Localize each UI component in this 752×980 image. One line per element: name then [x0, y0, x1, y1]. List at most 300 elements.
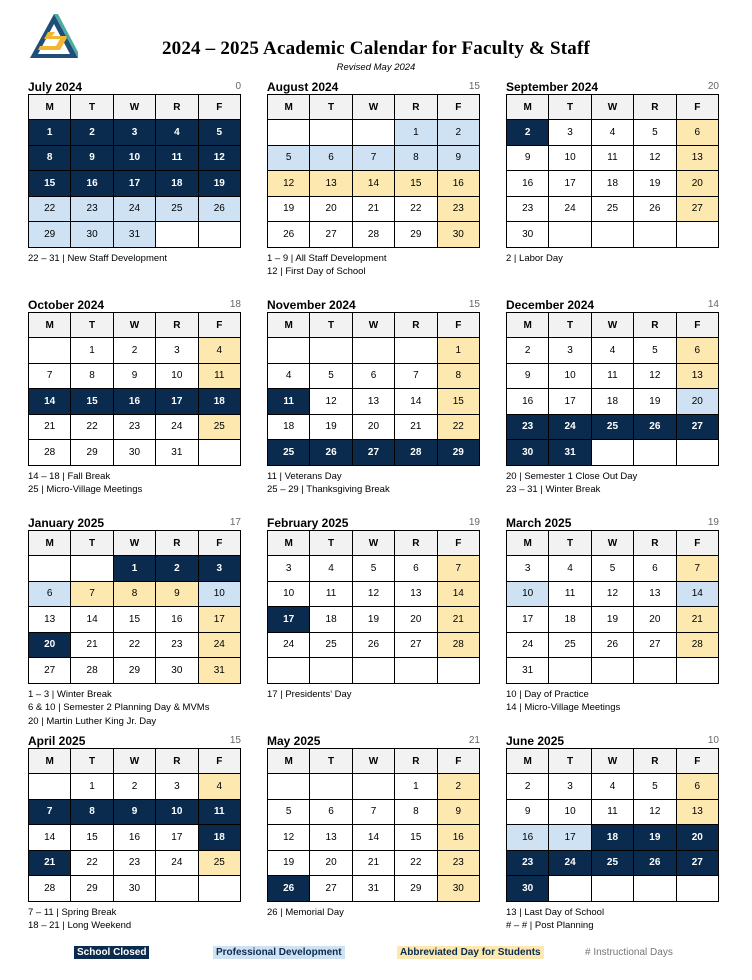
day-cell: 3: [113, 120, 155, 146]
day-cell: 1: [437, 338, 479, 364]
weekday-label: F: [676, 531, 718, 556]
day-cell: 1: [113, 556, 155, 582]
week-row: [268, 556, 480, 582]
empty-cell: [310, 120, 352, 146]
day-cell: 16: [156, 607, 198, 633]
month-name: May 2025: [267, 734, 321, 748]
empty-cell: [591, 876, 633, 902]
week-row: [29, 825, 241, 851]
day-cell: 27: [29, 658, 71, 684]
weekday-label: M: [29, 531, 71, 556]
week-row: [268, 414, 480, 440]
week-row: [507, 556, 719, 582]
event-note: 6 & 10 | Semester 2 Planning Day & MVMs: [28, 702, 210, 713]
day-cell: 24: [156, 414, 198, 440]
month-notes: [28, 906, 241, 933]
day-cell: 28: [29, 440, 71, 466]
empty-cell: [549, 876, 591, 902]
day-cell: 21: [352, 850, 394, 876]
day-cell: 29: [395, 876, 437, 902]
day-cell: 2: [437, 120, 479, 146]
legend-abbreviated-day: Abbreviated Day for Students: [397, 946, 544, 959]
event-note: 1 – 3 | Winter Break: [28, 688, 112, 700]
weekday-label: M: [507, 531, 549, 556]
day-cell: 13: [352, 389, 394, 415]
day-cell: 13: [395, 581, 437, 607]
empty-cell: [268, 338, 310, 364]
empty-cell: [352, 120, 394, 146]
week-row: [268, 120, 480, 146]
weekday-label: W: [591, 531, 633, 556]
day-cell: 12: [634, 145, 676, 171]
day-cell: 20: [310, 196, 352, 222]
day-cell: 31: [113, 222, 155, 248]
legend-instructional-days: # Instructional Days: [585, 947, 673, 958]
event-note: 10 | Day of Practice: [506, 688, 589, 700]
day-cell: 14: [395, 389, 437, 415]
day-cell: 17: [549, 825, 591, 851]
day-cell: 14: [352, 171, 394, 197]
day-cell: 15: [113, 607, 155, 633]
day-cell: 9: [113, 799, 155, 825]
week-row: [507, 607, 719, 633]
day-cell: 12: [634, 363, 676, 389]
month-notes: [506, 252, 719, 266]
month-block: [506, 298, 719, 497]
day-cell: 18: [156, 171, 198, 197]
day-cell: 19: [352, 607, 394, 633]
week-row: [29, 222, 241, 248]
day-cell: 3: [549, 120, 591, 146]
weekday-label: M: [507, 95, 549, 120]
weekday-label: F: [437, 749, 479, 774]
week-row: [507, 440, 719, 466]
day-cell: 3: [198, 556, 240, 582]
empty-cell: [634, 876, 676, 902]
month-table: [506, 312, 719, 466]
instructional-day-count: 20: [707, 81, 719, 92]
day-cell: 29: [71, 440, 113, 466]
month-notes: [28, 470, 241, 497]
week-row: [507, 799, 719, 825]
day-cell: 24: [113, 196, 155, 222]
month-notes: [267, 906, 480, 920]
week-row: [507, 196, 719, 222]
day-cell: 12: [634, 799, 676, 825]
revision-note: Revised May 2024: [336, 62, 416, 73]
day-cell: 16: [507, 825, 549, 851]
weekday-label: F: [437, 531, 479, 556]
month-notes: [506, 906, 719, 933]
day-cell: 21: [437, 607, 479, 633]
day-cell: 24: [198, 632, 240, 658]
day-cell: 2: [507, 120, 549, 146]
month-block: [506, 734, 719, 933]
week-row: [29, 389, 241, 415]
empty-cell: [156, 876, 198, 902]
day-cell: 29: [71, 876, 113, 902]
week-row: [507, 171, 719, 197]
day-cell: 9: [507, 145, 549, 171]
instructional-day-count: 17: [229, 517, 241, 528]
instructional-day-count: 0: [235, 81, 241, 92]
month-block: [506, 80, 719, 265]
week-row: [507, 658, 719, 684]
day-cell: 30: [71, 222, 113, 248]
month-block: [506, 516, 719, 715]
day-cell: 6: [676, 120, 718, 146]
instructional-day-count: 18: [229, 299, 241, 310]
day-cell: 18: [591, 171, 633, 197]
event-note: 20 | Martin Luther King Jr. Day: [28, 715, 157, 727]
month-header: [506, 516, 719, 530]
day-cell: 28: [676, 632, 718, 658]
day-cell: 3: [549, 338, 591, 364]
day-cell: 15: [437, 389, 479, 415]
month-notes: [28, 252, 241, 266]
day-cell: 25: [156, 196, 198, 222]
weekday-label: M: [268, 313, 310, 338]
instructional-day-count: 19: [707, 517, 719, 528]
day-cell: 16: [437, 171, 479, 197]
day-cell: 18: [198, 389, 240, 415]
instructional-day-count: 14: [707, 299, 719, 310]
week-row: [507, 850, 719, 876]
weekday-label: F: [676, 95, 718, 120]
day-cell: 16: [507, 171, 549, 197]
weekday-label: T: [549, 531, 591, 556]
day-cell: 25: [591, 196, 633, 222]
day-cell: 16: [71, 171, 113, 197]
weekday-label: R: [395, 313, 437, 338]
weekday-label: T: [310, 95, 352, 120]
day-cell: 24: [507, 632, 549, 658]
day-cell: 4: [156, 120, 198, 146]
weekday-label: W: [352, 313, 394, 338]
empty-cell: [310, 338, 352, 364]
month-table: [28, 312, 241, 466]
day-cell: 30: [156, 658, 198, 684]
empty-cell: [591, 440, 633, 466]
week-row: [507, 876, 719, 902]
empty-cell: [395, 338, 437, 364]
day-cell: 21: [71, 632, 113, 658]
day-cell: 25: [591, 414, 633, 440]
day-cell: 9: [437, 145, 479, 171]
day-cell: 16: [113, 389, 155, 415]
day-cell: 3: [268, 556, 310, 582]
month-block: [267, 80, 480, 279]
day-cell: 27: [352, 440, 394, 466]
empty-cell: [634, 658, 676, 684]
day-cell: 1: [395, 774, 437, 800]
week-row: [29, 799, 241, 825]
month-header: [28, 298, 241, 312]
day-cell: 23: [156, 632, 198, 658]
day-cell: 8: [395, 799, 437, 825]
month-notes: [267, 252, 480, 279]
day-cell: 30: [437, 876, 479, 902]
day-cell: 7: [676, 556, 718, 582]
week-row: [268, 632, 480, 658]
day-cell: 19: [634, 389, 676, 415]
day-cell: 22: [113, 632, 155, 658]
weekday-label: R: [634, 749, 676, 774]
week-row: [268, 774, 480, 800]
day-cell: 27: [310, 876, 352, 902]
day-cell: 20: [352, 414, 394, 440]
day-cell: 10: [156, 363, 198, 389]
day-cell: 13: [634, 581, 676, 607]
day-cell: 7: [352, 799, 394, 825]
empty-cell: [29, 556, 71, 582]
weekday-label: W: [113, 313, 155, 338]
day-cell: 17: [156, 389, 198, 415]
week-row: [268, 440, 480, 466]
month-block: [28, 80, 241, 265]
day-cell: 6: [352, 363, 394, 389]
day-cell: 13: [676, 363, 718, 389]
weekday-label: M: [507, 749, 549, 774]
day-cell: 3: [507, 556, 549, 582]
day-cell: 9: [113, 363, 155, 389]
month-block: [267, 298, 480, 497]
day-cell: 23: [71, 196, 113, 222]
week-row: [268, 363, 480, 389]
day-cell: 27: [634, 632, 676, 658]
month-name: September 2024: [506, 80, 599, 94]
day-cell: 13: [676, 799, 718, 825]
day-cell: 20: [310, 850, 352, 876]
day-cell: 27: [395, 632, 437, 658]
event-note: 7 – 11 | Spring Break: [28, 906, 117, 918]
day-cell: 5: [268, 145, 310, 171]
day-cell: 17: [549, 389, 591, 415]
weekday-label: F: [198, 95, 240, 120]
day-cell: 30: [507, 222, 549, 248]
day-cell: 27: [310, 222, 352, 248]
day-cell: 5: [591, 556, 633, 582]
empty-cell: [310, 658, 352, 684]
day-cell: 10: [268, 581, 310, 607]
day-cell: 25: [549, 632, 591, 658]
weekday-label: W: [113, 531, 155, 556]
event-note: 1 – 9 | All Staff Development: [267, 252, 387, 264]
day-cell: 7: [29, 363, 71, 389]
day-cell: 6: [634, 556, 676, 582]
day-cell: 27: [676, 414, 718, 440]
weekday-label: R: [156, 749, 198, 774]
day-cell: 16: [113, 825, 155, 851]
day-cell: 30: [113, 440, 155, 466]
weekday-label: W: [113, 749, 155, 774]
day-cell: 17: [268, 607, 310, 633]
week-row: [507, 581, 719, 607]
day-cell: 21: [676, 607, 718, 633]
empty-cell: [591, 658, 633, 684]
weekday-label: W: [591, 95, 633, 120]
day-cell: 1: [71, 338, 113, 364]
month-notes: [28, 688, 241, 729]
weekday-label: R: [395, 95, 437, 120]
week-row: [268, 876, 480, 902]
weekday-label: T: [71, 749, 113, 774]
day-cell: 14: [29, 389, 71, 415]
day-cell: 4: [549, 556, 591, 582]
day-cell: 21: [29, 414, 71, 440]
day-cell: 13: [310, 825, 352, 851]
weekday-header-row: [268, 531, 480, 556]
month-header: [506, 734, 719, 748]
day-cell: 5: [310, 363, 352, 389]
month-block: [28, 734, 241, 933]
day-cell: 26: [634, 414, 676, 440]
day-cell: 30: [437, 222, 479, 248]
weekday-label: T: [549, 749, 591, 774]
month-table: [506, 748, 719, 902]
week-row: [507, 774, 719, 800]
day-cell: 11: [591, 799, 633, 825]
weekday-label: W: [591, 313, 633, 338]
week-row: [29, 338, 241, 364]
month-header: [267, 80, 480, 94]
weekday-header-row: [507, 313, 719, 338]
day-cell: 4: [310, 556, 352, 582]
day-cell: 9: [507, 363, 549, 389]
day-cell: 22: [395, 850, 437, 876]
weekday-label: T: [71, 531, 113, 556]
day-cell: 15: [29, 171, 71, 197]
month-table: [267, 94, 480, 248]
day-cell: 14: [676, 581, 718, 607]
weekday-label: M: [29, 749, 71, 774]
week-row: [29, 145, 241, 171]
day-cell: 23: [437, 850, 479, 876]
weekday-label: F: [437, 313, 479, 338]
month-block: [28, 298, 241, 497]
day-cell: 13: [676, 145, 718, 171]
empty-cell: [352, 774, 394, 800]
day-cell: 29: [437, 440, 479, 466]
weekday-label: M: [29, 95, 71, 120]
weekday-header-row: [507, 749, 719, 774]
day-cell: 10: [113, 145, 155, 171]
day-cell: 12: [268, 825, 310, 851]
day-cell: 18: [310, 607, 352, 633]
empty-cell: [268, 120, 310, 146]
weekday-header-row: [29, 95, 241, 120]
month-table: [506, 530, 719, 684]
empty-cell: [268, 774, 310, 800]
day-cell: 8: [29, 145, 71, 171]
day-cell: 12: [310, 389, 352, 415]
weekday-label: R: [156, 313, 198, 338]
day-cell: 8: [113, 581, 155, 607]
day-cell: 16: [437, 825, 479, 851]
month-header: [28, 516, 241, 530]
weekday-label: T: [71, 95, 113, 120]
weekday-header-row: [29, 749, 241, 774]
day-cell: 22: [29, 196, 71, 222]
day-cell: 4: [198, 338, 240, 364]
day-cell: 4: [591, 120, 633, 146]
month-notes: [506, 688, 719, 715]
weekday-label: F: [676, 313, 718, 338]
empty-cell: [676, 222, 718, 248]
week-row: [268, 581, 480, 607]
day-cell: 11: [310, 581, 352, 607]
weekday-header-row: [29, 531, 241, 556]
month-name: August 2024: [267, 80, 339, 94]
month-name: June 2025: [506, 734, 565, 748]
empty-cell: [395, 658, 437, 684]
empty-cell: [676, 440, 718, 466]
day-cell: 6: [395, 556, 437, 582]
day-cell: 31: [156, 440, 198, 466]
day-cell: 19: [634, 825, 676, 851]
day-cell: 4: [591, 774, 633, 800]
weekday-label: T: [71, 313, 113, 338]
day-cell: 20: [395, 607, 437, 633]
day-cell: 12: [591, 581, 633, 607]
week-row: [29, 581, 241, 607]
month-header: [28, 734, 241, 748]
empty-cell: [676, 876, 718, 902]
day-cell: 2: [507, 774, 549, 800]
day-cell: 23: [507, 850, 549, 876]
month-header: [267, 516, 480, 530]
weekday-label: T: [310, 749, 352, 774]
weekday-label: F: [198, 749, 240, 774]
day-cell: 7: [71, 581, 113, 607]
instructional-day-count: 15: [468, 299, 480, 310]
day-cell: 17: [198, 607, 240, 633]
day-cell: 26: [198, 196, 240, 222]
week-row: [507, 825, 719, 851]
instructional-day-count: 19: [468, 517, 480, 528]
day-cell: 25: [198, 414, 240, 440]
month-table: [267, 748, 480, 902]
day-cell: 5: [634, 120, 676, 146]
weekday-label: R: [156, 531, 198, 556]
weekday-label: R: [395, 531, 437, 556]
day-cell: 7: [437, 556, 479, 582]
day-cell: 26: [591, 632, 633, 658]
day-cell: 23: [113, 850, 155, 876]
week-row: [29, 632, 241, 658]
week-row: [507, 389, 719, 415]
day-cell: 27: [676, 850, 718, 876]
day-cell: 20: [676, 825, 718, 851]
day-cell: 24: [549, 414, 591, 440]
empty-cell: [71, 556, 113, 582]
day-cell: 7: [395, 363, 437, 389]
empty-cell: [634, 222, 676, 248]
month-block: [28, 516, 241, 728]
month-table: [28, 530, 241, 684]
day-cell: 15: [71, 389, 113, 415]
day-cell: 24: [156, 850, 198, 876]
day-cell: 10: [507, 581, 549, 607]
week-row: [507, 120, 719, 146]
week-row: [268, 196, 480, 222]
week-row: [507, 222, 719, 248]
day-cell: 8: [71, 363, 113, 389]
weekday-label: M: [268, 95, 310, 120]
day-cell: 26: [268, 222, 310, 248]
day-cell: 4: [268, 363, 310, 389]
day-cell: 29: [29, 222, 71, 248]
